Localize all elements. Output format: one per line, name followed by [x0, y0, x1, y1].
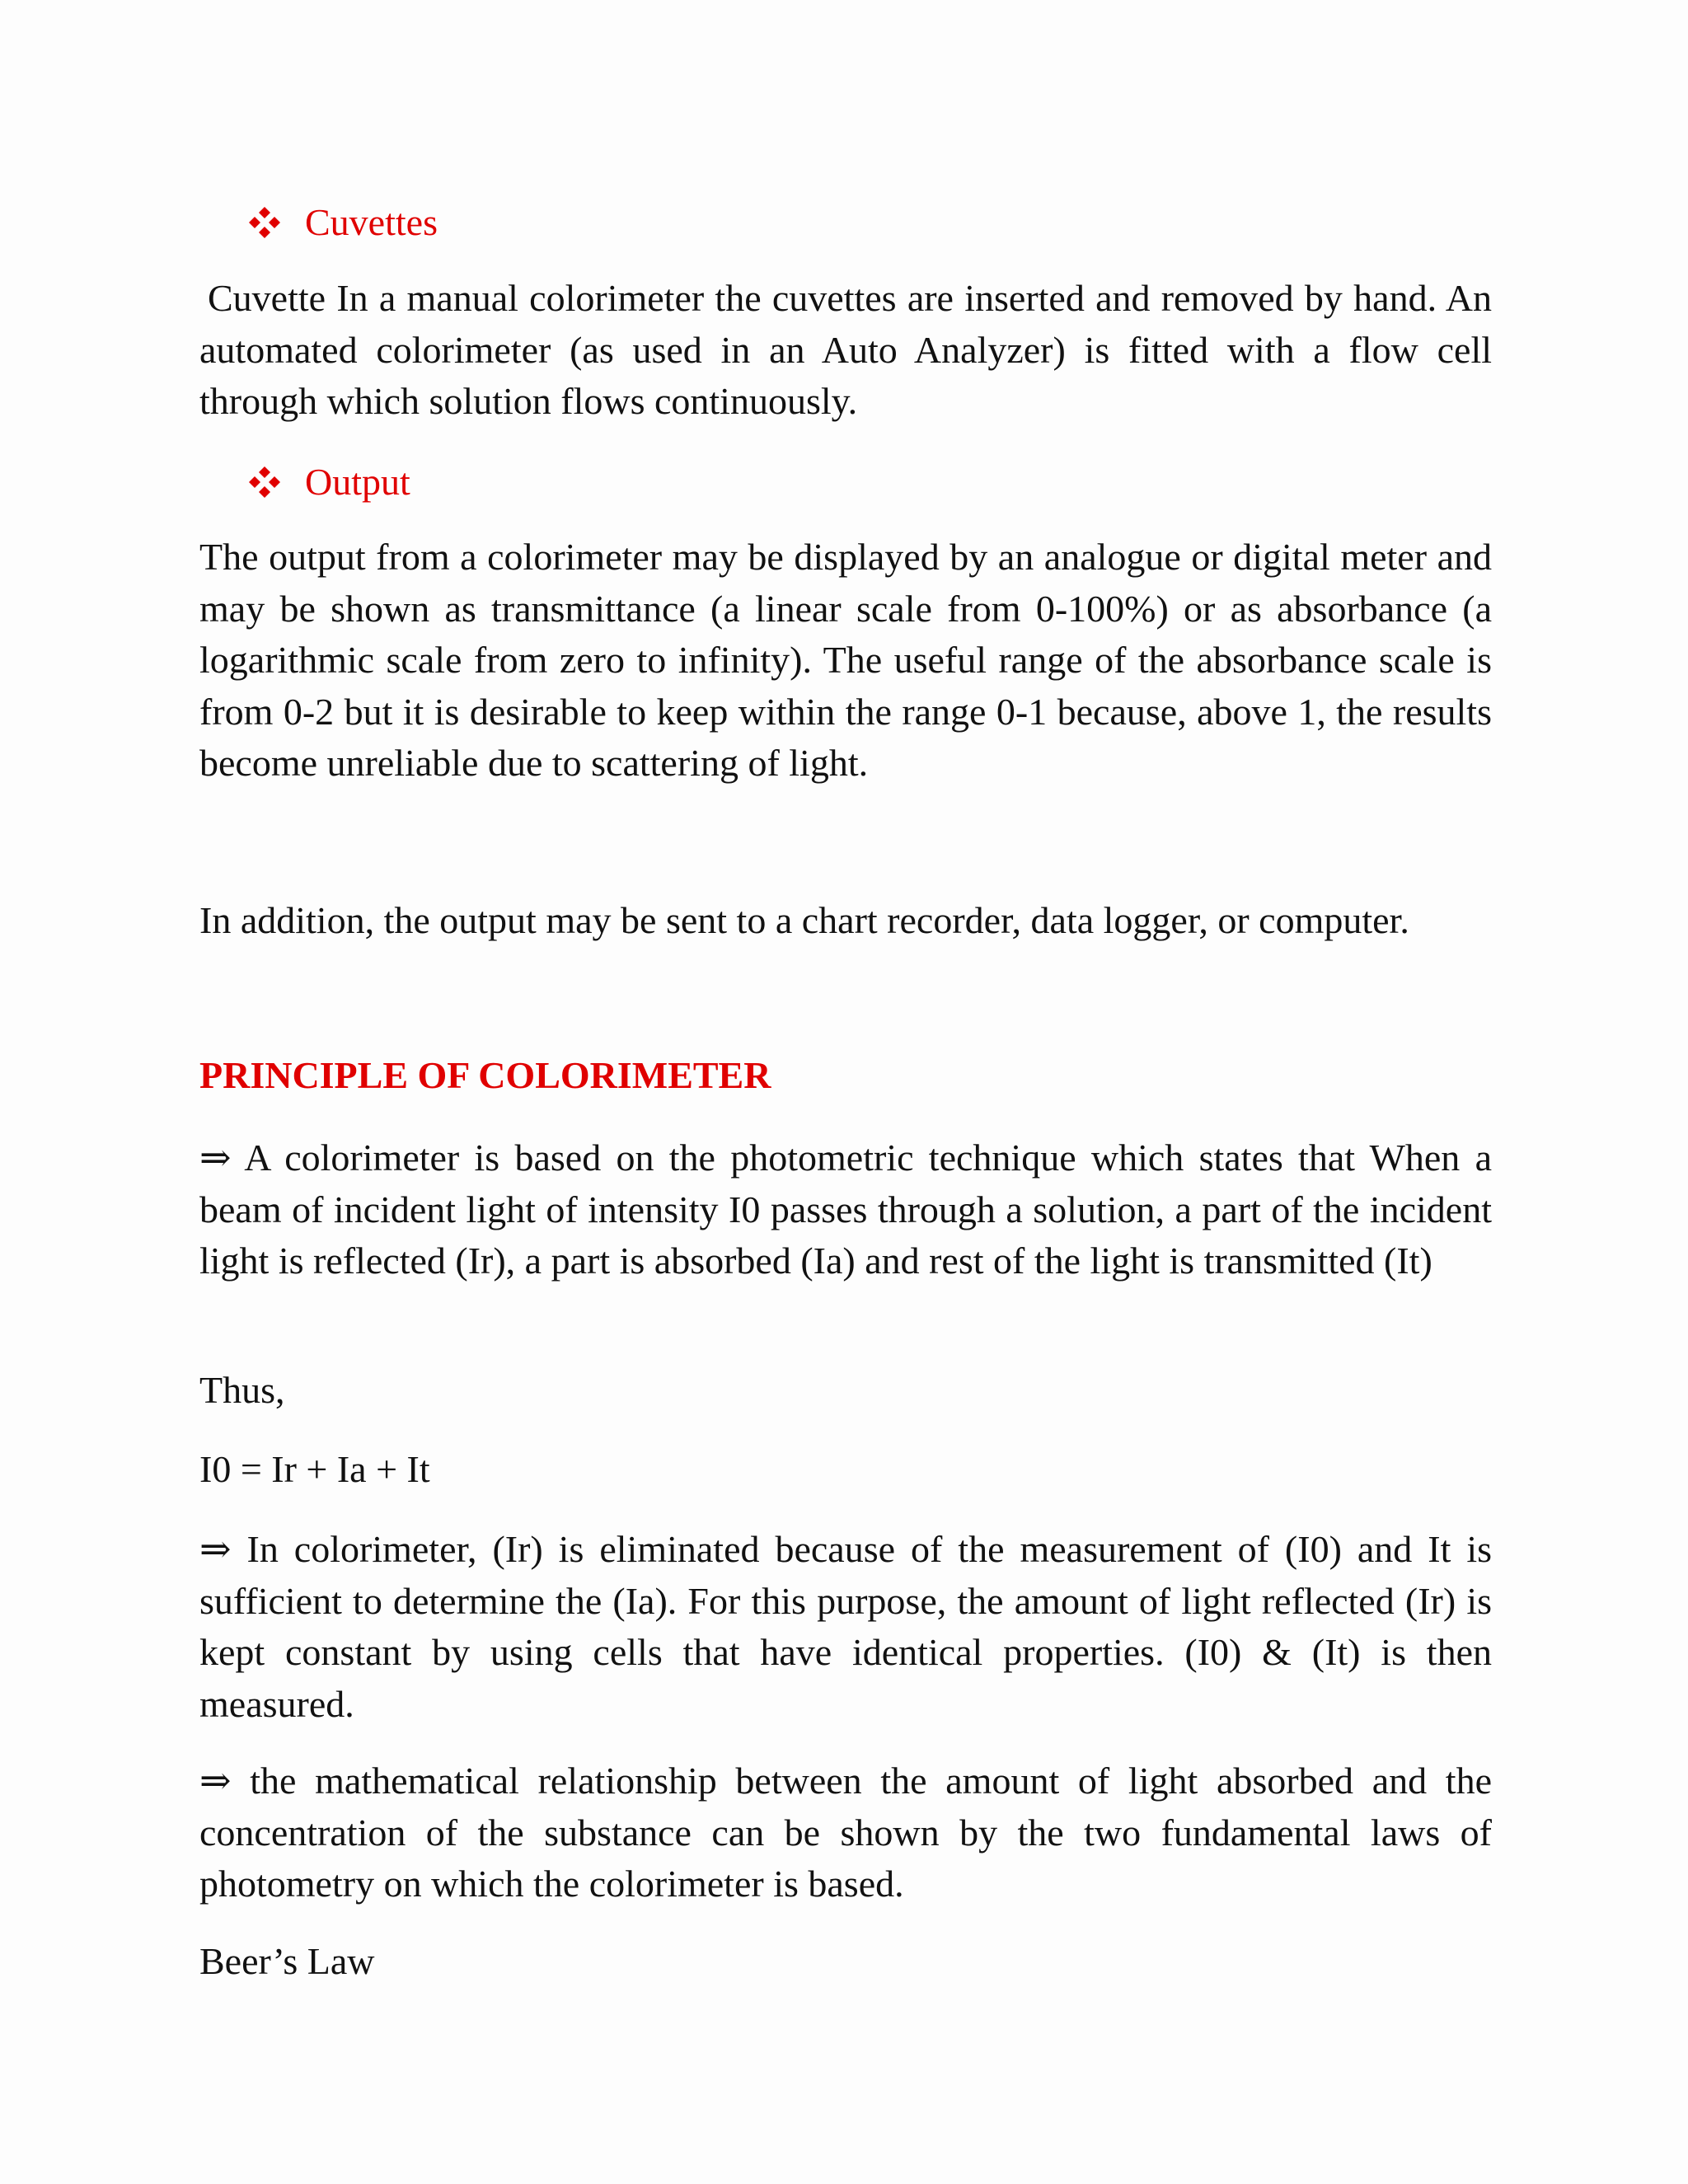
cuvettes-heading [247, 200, 438, 244]
principle-paragraph-2: ⇒ In colorimeter, (Ir) is eliminated because of the measurement of (I0) and It is sufficient to determine the (Ia). For this purpose, the amount of light reflected (Ir) is kept constant by using cells that have identical properties. (I0) & (It) is then measured. [199, 1528, 1492, 1725]
beers-law-heading: Beer’s Law [199, 1940, 375, 1982]
principle-title: PRINCIPLE OF COLORIMETER [199, 1054, 771, 1096]
output-paragraph: The output from a colorimeter may be displayed by an analogue or digital meter and may be shown as transmittance (a linear scale from 0-100%) or as absorbance (a logarithmic scale from zero to infinity). The useful range of the absorbance scale is from 0-2 but it is desirable to keep within the range 0-1 because, above 1, the results become unreliable due to scattering of light. [199, 536, 1492, 784]
output-heading [247, 460, 410, 504]
cuvettes-paragraph: Cuvette In a manual colorimeter the cuvettes are inserted and removed by hand. An automated colorimeter (as used in an Auto Analyzer) is fitted with a flow cell through which solution flows continuously. [199, 277, 1492, 422]
equation-text: I0 = Ir + Ia + It [199, 1448, 430, 1490]
diamond-bullet-icon [247, 465, 282, 499]
diamond-bullet-icon [247, 205, 282, 240]
output-addition-text: In addition, the output may be sent to a chart recorder, data logger, or computer. [199, 899, 1409, 941]
output-heading-text: Output [305, 461, 410, 503]
cuvettes-heading-text: Cuvettes [305, 201, 438, 243]
principle-paragraph-1: ⇒ A colorimeter is based on the photometric technique which states that When a beam of incident light of intensity I0 passes through a solution, a part of the incident light is reflected (Ir), a part is absorbed (Ia) and rest of the light is transmitted (It) [199, 1137, 1492, 1282]
principle-paragraph-3: ⇒ the mathematical relationship between the amount of light absorbed and the concentration of the substance can be shown by the two fundamental laws of photometry on which the colorimeter is based. [199, 1760, 1492, 1905]
thus-text: Thus, [199, 1369, 285, 1411]
